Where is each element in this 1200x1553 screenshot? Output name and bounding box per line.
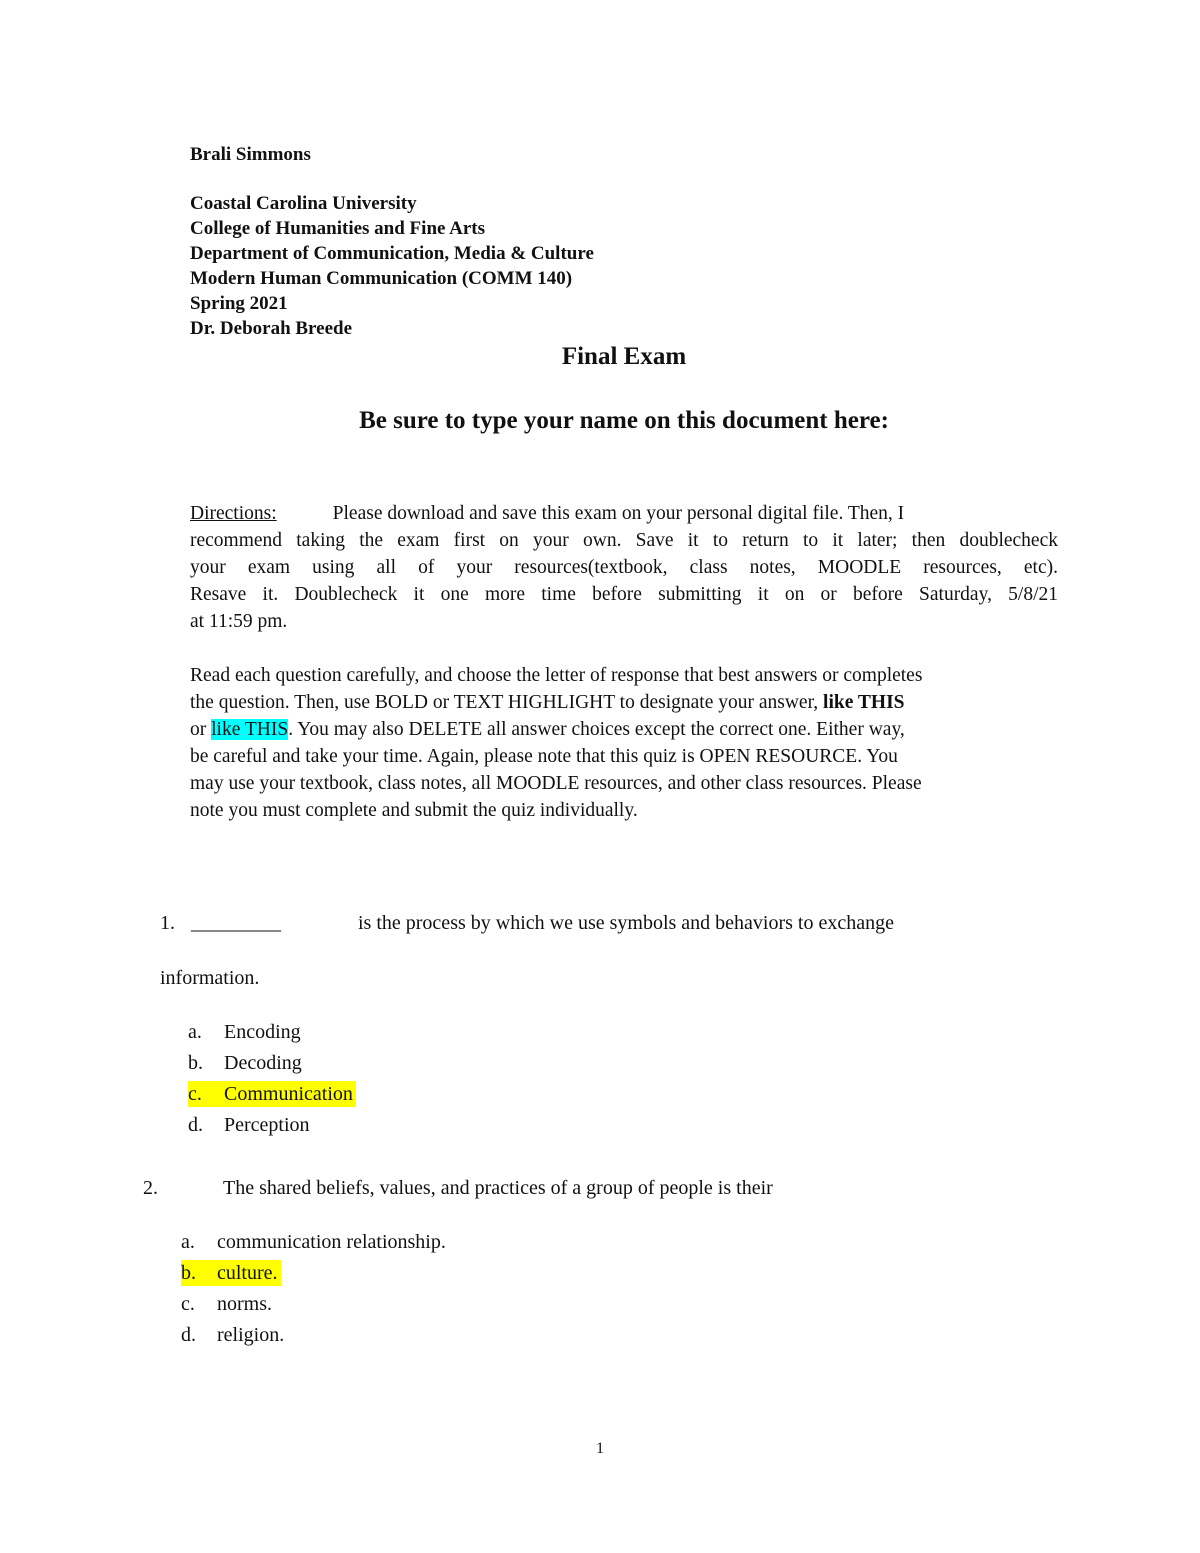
name-prompt: Be sure to type your name on this document here: [359, 407, 889, 434]
instructions-line-2-text: the question. Then, use BOLD or TEXT HIGHLIGHT to designate your answer, [190, 692, 824, 713]
question-2-option-d[interactable] [181, 1322, 284, 1348]
question-2-option-a[interactable] [181, 1229, 446, 1255]
instructions-line-5: may use your textbook, class notes, all MOODLE resources, and other class resources. Please [190, 773, 922, 794]
directions-line-4: Resave it. Doublecheck it one more time before submitting it on or before Saturday, 5/8/21 [190, 584, 1058, 605]
question-2-option-b-selected[interactable] [181, 1260, 281, 1286]
instructions-line-4: be careful and take your time. Again, please note that this quiz is OPEN RESOURCE. You [190, 746, 898, 767]
option-letter: b. [188, 1052, 203, 1074]
page-number: 1 [596, 1440, 604, 1457]
question-1-continuation: information. [160, 967, 260, 989]
highlight-example: like THIS [211, 719, 289, 740]
option-text: Communication [224, 1083, 353, 1105]
option-letter: b. [181, 1262, 196, 1284]
question-1-number: 1. [160, 912, 175, 934]
directions-line-1 [190, 500, 1058, 527]
directions-line-5: at 11:59 pm. [190, 611, 288, 632]
question-1-blank: _________ [191, 912, 281, 934]
question-1-text: is the process by which we use symbols and behaviors to exchange [358, 912, 894, 934]
college-name: College of Humanities and Fine Arts [190, 218, 486, 239]
instructions-line-3-lead: or [190, 719, 212, 740]
directions-label: Directions: [190, 503, 277, 524]
student-name: Brali Simmons [190, 144, 311, 165]
question-1-option-d[interactable] [188, 1112, 310, 1138]
option-text: Encoding [224, 1021, 301, 1043]
instructions-line-3-text: . You may also DELETE all answer choices except the correct one. Either way, [288, 719, 905, 740]
university-name: Coastal Carolina University [190, 193, 417, 214]
bold-example: like THIS [823, 692, 905, 713]
instructions-line-6: note you must complete and submit the quiz individually. [190, 800, 638, 821]
instructions-line-3 [190, 716, 1058, 743]
option-text: culture. [217, 1262, 278, 1284]
option-letter: d. [181, 1324, 196, 1346]
term: Spring 2021 [190, 293, 288, 314]
course-name: Modern Human Communication (COMM 140) [190, 268, 573, 289]
question-2-text: The shared beliefs, values, and practices of a group of people is their [223, 1177, 773, 1199]
instructor-name: Dr. Deborah Breede [190, 318, 353, 339]
option-letter: a. [188, 1021, 202, 1043]
directions-line-3: your exam using all of your resources(textbook, class notes, MOODLE resources, etc). [190, 557, 1058, 578]
option-text: religion. [217, 1324, 285, 1346]
directions-text-1: Please download and save this exam on your personal digital file. Then, I [332, 503, 905, 524]
department-name: Department of Communication, Media & Culture [190, 243, 594, 264]
instructions-paragraph [190, 662, 1058, 824]
instructions-line-2 [190, 689, 1058, 716]
question-2-number: 2. [143, 1177, 158, 1199]
question-1-option-c-selected[interactable] [188, 1081, 356, 1107]
option-letter: d. [188, 1114, 203, 1136]
directions-paragraph [190, 500, 1058, 635]
option-text: communication relationship. [217, 1231, 446, 1253]
option-letter: c. [188, 1083, 202, 1105]
option-text: norms. [217, 1293, 272, 1315]
option-text: Perception [224, 1114, 310, 1136]
question-1-option-b[interactable] [188, 1050, 302, 1076]
instructions-line-1: Read each question carefully, and choose the letter of response that best answers or completes [190, 665, 923, 686]
question-1-option-a[interactable] [188, 1019, 301, 1045]
option-text: Decoding [224, 1052, 302, 1074]
directions-line-2: recommend taking the exam first on your own. Save it to return to it later; then doublecheck [190, 530, 1058, 551]
option-letter: c. [181, 1293, 195, 1315]
option-letter: a. [181, 1231, 195, 1253]
question-1 [160, 910, 281, 936]
exam-title: Final Exam [561, 343, 687, 370]
question-2-option-c[interactable] [181, 1291, 272, 1317]
